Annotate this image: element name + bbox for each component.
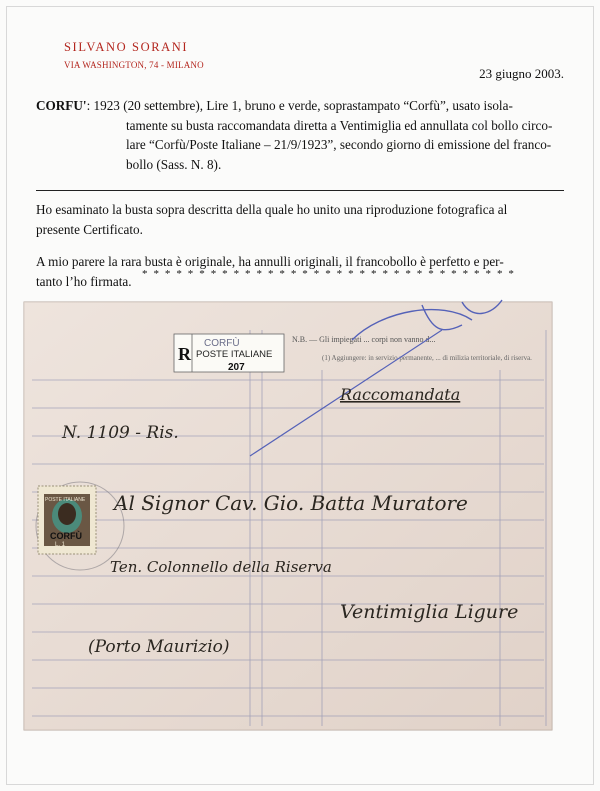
divider-rule xyxy=(36,190,564,191)
envelope-photo xyxy=(22,290,578,740)
stamp-description xyxy=(36,96,564,174)
description-line-4: bollo (Sass. N. 8). xyxy=(126,156,222,172)
certificate-date: 23 giugno 2003. xyxy=(479,66,564,81)
examination-paragraph xyxy=(36,200,564,239)
address-line-2: Ten. Colonnello della Riserva xyxy=(110,558,332,576)
address-line-4: (Porto Maurizio) xyxy=(88,637,230,657)
description-line-3: lare “Corfù/Poste Italiane – 21/9/1923”, secondo giorno di emissione del franco- xyxy=(126,137,552,152)
stamp-value: L. 1 xyxy=(55,542,66,548)
stamp-top-text: POSTE ITALIANE xyxy=(45,497,86,503)
opinion-line-2: tanto l’ho firmata. xyxy=(36,273,132,289)
examination-line-2: presente Certificato. xyxy=(36,221,143,237)
registration-office: POSTE ITALIANE xyxy=(196,349,273,360)
registry-number: N. 1109 - Ris. xyxy=(62,423,179,443)
printed-note-2: (1) Aggiungere: in servizio permanente, ... di milizia territoriale, di riserva. xyxy=(322,354,532,362)
king-portrait xyxy=(58,503,76,525)
registration-letter: R xyxy=(178,344,191,364)
postmark-office-text: CORFÙ xyxy=(204,338,240,349)
description-label: CORFU' xyxy=(36,98,87,113)
printed-note: N.B. — Gli impiegati ... corpi non vanno d... xyxy=(292,335,436,344)
examination-line-1: Ho esaminato la busta sopra descritta della quale ho unito una riproduzione fotografica al xyxy=(36,202,508,217)
opinion-line-1: A mio parere la rara busta è originale, ha annulli originali, il francobollo è perfetto e per- xyxy=(36,254,504,269)
stamp-overprint: CORFÙ xyxy=(50,531,82,541)
letterhead-address: VIA WASHINGTON, 74 - MILANO xyxy=(64,60,204,70)
description-line-1 xyxy=(36,96,564,116)
address-line-1: Al Signor Cav. Gio. Batta Muratore xyxy=(114,491,468,515)
envelope-shading xyxy=(24,302,552,730)
raccomandata-word: Raccomandata xyxy=(340,385,461,404)
address-line-3: Ventimiglia Ligure xyxy=(340,601,519,623)
registration-label xyxy=(174,334,284,373)
description-line-2: tamente su busta raccomandata diretta a Ventimiglia ed annullata col bollo circo- xyxy=(126,117,553,133)
registration-number: 207 xyxy=(228,362,245,373)
letterhead-name: SILVANO SORANI xyxy=(64,40,189,54)
description-line-1-text: : 1923 (20 settembre), Lire 1, bruno e verde, soprastampato “Corfù”, usato isola- xyxy=(86,98,513,113)
star-separator: * * * * * * * * * * * * * * * * * * * * * * * * * * * * * * * * * xyxy=(142,268,516,280)
